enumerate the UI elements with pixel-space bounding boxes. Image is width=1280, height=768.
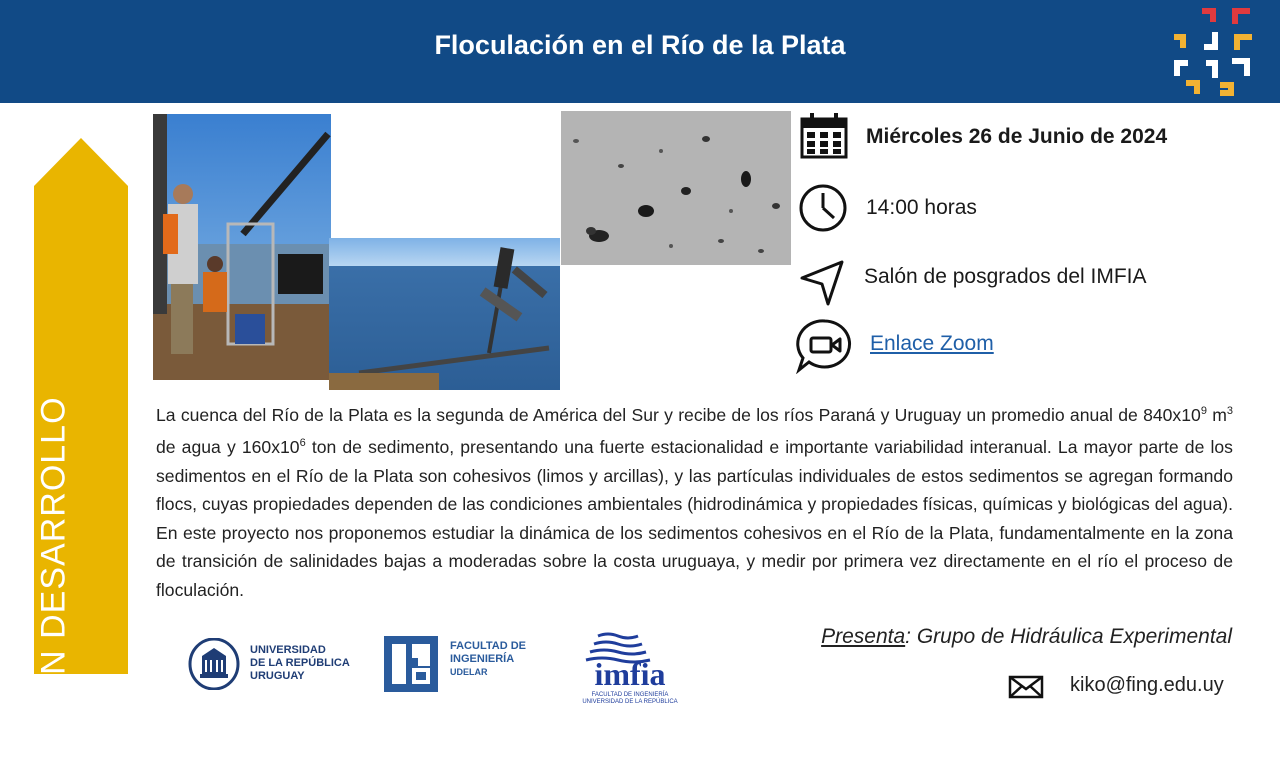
- field-photo-boat: [153, 114, 331, 380]
- field-photo-instrument: [329, 238, 560, 390]
- imfia-logo: imfia FACULTAD DE INGENIERÍA UNIVERSIDAD DE LA REPÚBLICA: [578, 632, 682, 706]
- status-banner: [34, 138, 128, 699]
- presenter-name: : Grupo de Hidráulica Experimental: [905, 625, 1232, 648]
- contact-email[interactable]: kiko@fing.edu.uy: [1070, 674, 1224, 696]
- event-time: 14:00 horas: [866, 196, 977, 219]
- event-location: Salón de posgrados del IMFIA: [864, 265, 1147, 288]
- udelar-logo: UNIVERSIDAD DE LA REPÚBLICA URUGUAY: [186, 636, 356, 694]
- clock-icon: [798, 183, 848, 238]
- event-date: Miércoles 26 de Junio de 2024: [866, 125, 1168, 148]
- header-bar: [0, 0, 1280, 103]
- location-arrow-icon: [798, 258, 846, 313]
- floc-micrograph: [561, 111, 791, 265]
- brand-logo: [1172, 6, 1272, 98]
- calendar-icon: [800, 113, 848, 164]
- mail-icon: [1008, 675, 1044, 704]
- fing-logo: FACULTAD DE INGENIERÍA UDELAR: [384, 636, 534, 692]
- presenter-line: [821, 625, 1232, 649]
- page-title: Floculación en el Río de la Plata: [434, 30, 846, 60]
- status-banner-text: EN DESARROLLO: [34, 396, 73, 699]
- zoom-link[interactable]: Enlace Zoom: [870, 332, 994, 355]
- video-call-icon: [796, 318, 854, 379]
- presenter-label: Presenta: [821, 625, 906, 648]
- project-description: La cuenca del Río de la Plata es la segunda de América del Sur y recibe de los ríos Paraná y Uruguay un promedio anual de $840x10^9$ $m^3$ de agua y $160x10^6$ ton de sedimento, presentando una fuerte estacionalidad e importante variabilidad interanual. La mayor parte de los sedimentos en el Río de la Plata son cohesivos (limos y arcillas), y las partículas individuales de estos sedimentos se agregan formando flocs, cuyas propiedades dependen de las condiciones ambientales (hidrodinámica y propiedades físicas, químicas y biológicas del agua). En este proyecto nos proponemos estudiar la dinámica de los sedimentos cohesivos en el Río de la Plata, fundamentalmente en la zona de transición de salinidades bajas a moderadas sobre la costa uruguaya, y medir por primera vez directamente en el río el proceso de floculación.: [156, 404, 1233, 600]
